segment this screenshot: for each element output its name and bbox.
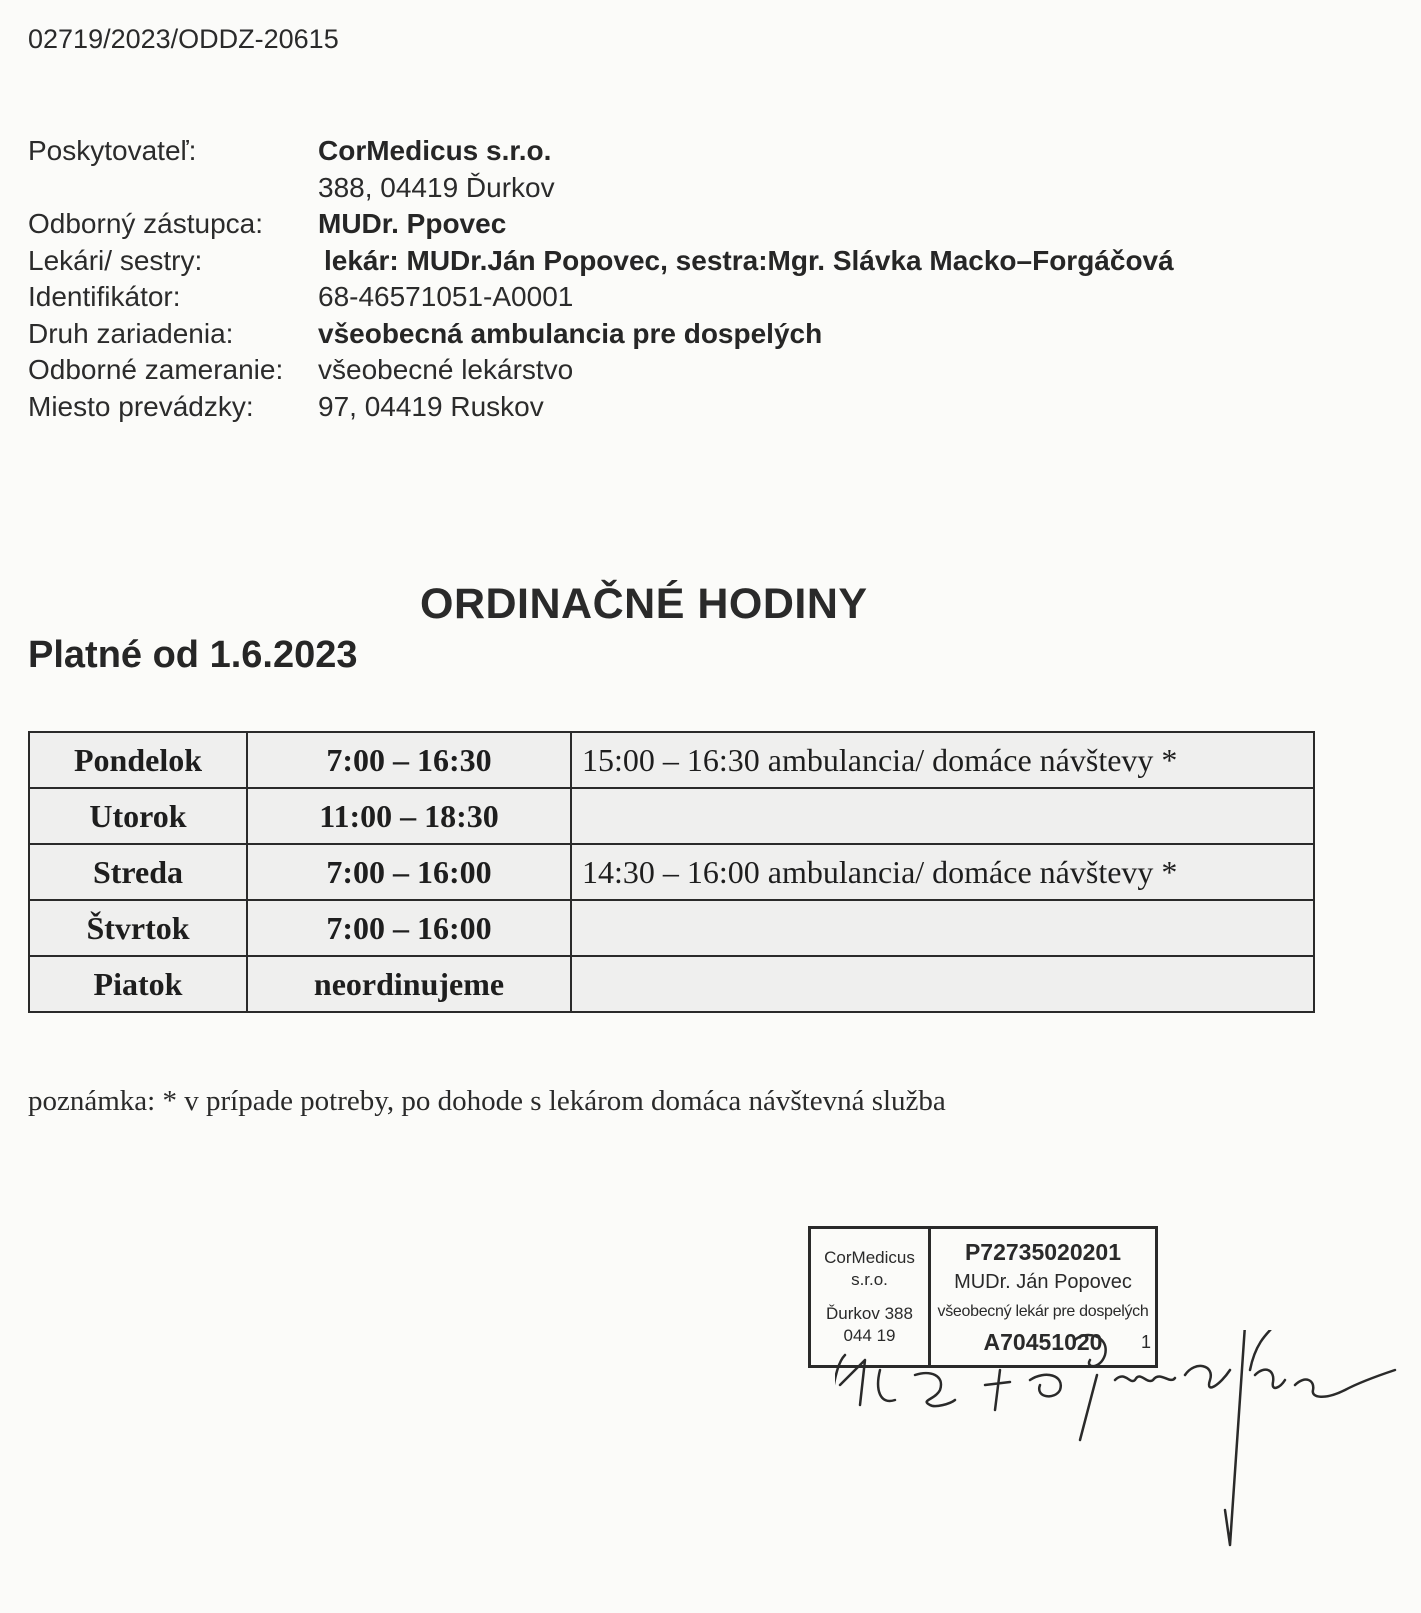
stamp-spacer (811, 1291, 928, 1303)
hours-cell: 11:00 – 18:30 (247, 788, 571, 844)
stamp-number: A70451020 (983, 1329, 1103, 1355)
day-cell: Štvrtok (29, 900, 247, 956)
identifier-row (28, 279, 1174, 316)
specialization-value: všeobecné lekárstvo (318, 354, 574, 385)
day-cell: Piatok (29, 956, 247, 1012)
provider-row (28, 133, 1174, 170)
representative-label: Odborný zástupca: (28, 208, 264, 239)
identifier-value: 68-46571051-A0001 (318, 281, 574, 312)
table-row (29, 732, 1314, 788)
day-cell: Streda (29, 844, 247, 900)
page-title: ORDINAČNÉ HODINY (420, 580, 868, 628)
stamp-code: P72735020201 (964, 1239, 1122, 1265)
provider-name: CorMedicus s.r.o. (318, 135, 552, 166)
identifier-label: Identifikátor: (28, 281, 181, 312)
provider-address: 388, 04419 Ďurkov (318, 171, 555, 203)
location-value: 97, 04419 Ruskov (318, 390, 544, 422)
facility-type-value: všeobecná ambulancia pre dospelých (318, 317, 823, 349)
stamp-company-address: Ďurkov 388 (826, 1304, 913, 1323)
location-label: Miesto prevádzky: (28, 390, 254, 422)
provider-label: Poskytovateľ: (28, 135, 197, 166)
table-row (29, 956, 1314, 1012)
hours-cell: 7:00 – 16:00 (247, 844, 571, 900)
note-cell: 15:00 – 16:30 ambulancia/ domáce návštevy * (571, 732, 1314, 788)
table-row (29, 844, 1314, 900)
stamp-specialty: všeobecný lekár pre dospelých (937, 1303, 1149, 1320)
hours-cell: 7:00 – 16:00 (247, 900, 571, 956)
note-cell: 14:30 – 16:00 ambulancia/ domáce návštevy * (571, 844, 1314, 900)
day-cell: Utorok (29, 788, 247, 844)
stamp-company-name: CorMedicus (824, 1248, 915, 1267)
hours-cell: 7:00 – 16:30 (247, 732, 571, 788)
specialization-row (28, 352, 1174, 389)
representative-row (28, 206, 1174, 243)
handwritten-signature (835, 1330, 1421, 1613)
table-row (29, 900, 1314, 956)
stamp-company-form: s.r.o. (851, 1270, 888, 1289)
day-cell: Pondelok (29, 732, 247, 788)
table-row (29, 788, 1314, 844)
specialization-label: Odborné zameranie: (28, 354, 284, 385)
office-hours-table (28, 731, 1315, 1013)
stamp-doctor-name: MUDr. Ján Popovec (954, 1271, 1132, 1293)
representative-value: MUDr. Ppovec (318, 208, 507, 239)
staff-value: lekár: MUDr.Ján Popovec, sestra:Mgr. Slávka Macko–Forgáčová (324, 244, 1174, 276)
provider-address-row (28, 170, 1174, 207)
facility-type-label: Druh zariadenia: (28, 317, 234, 349)
stamp-index: 1 (1140, 1332, 1151, 1352)
note-cell (571, 788, 1314, 844)
location-row (28, 389, 1174, 426)
hours-cell: neordinujeme (247, 956, 571, 1012)
footnote: poznámka: * v prípade potreby, po dohode s lekárom domáca návštevná služba (28, 1085, 946, 1117)
document-reference: 02719/2023/ODDZ-20615 (28, 24, 339, 54)
valid-from: Platné od 1.6.2023 (28, 634, 358, 676)
provider-info (28, 133, 1174, 425)
stamp-company-zip: 044 19 (843, 1326, 896, 1345)
note-cell (571, 956, 1314, 1012)
staff-row (28, 243, 1174, 280)
note-cell (571, 900, 1314, 956)
staff-label: Lekári/ sestry: (28, 244, 203, 276)
facility-type-row (28, 316, 1174, 353)
